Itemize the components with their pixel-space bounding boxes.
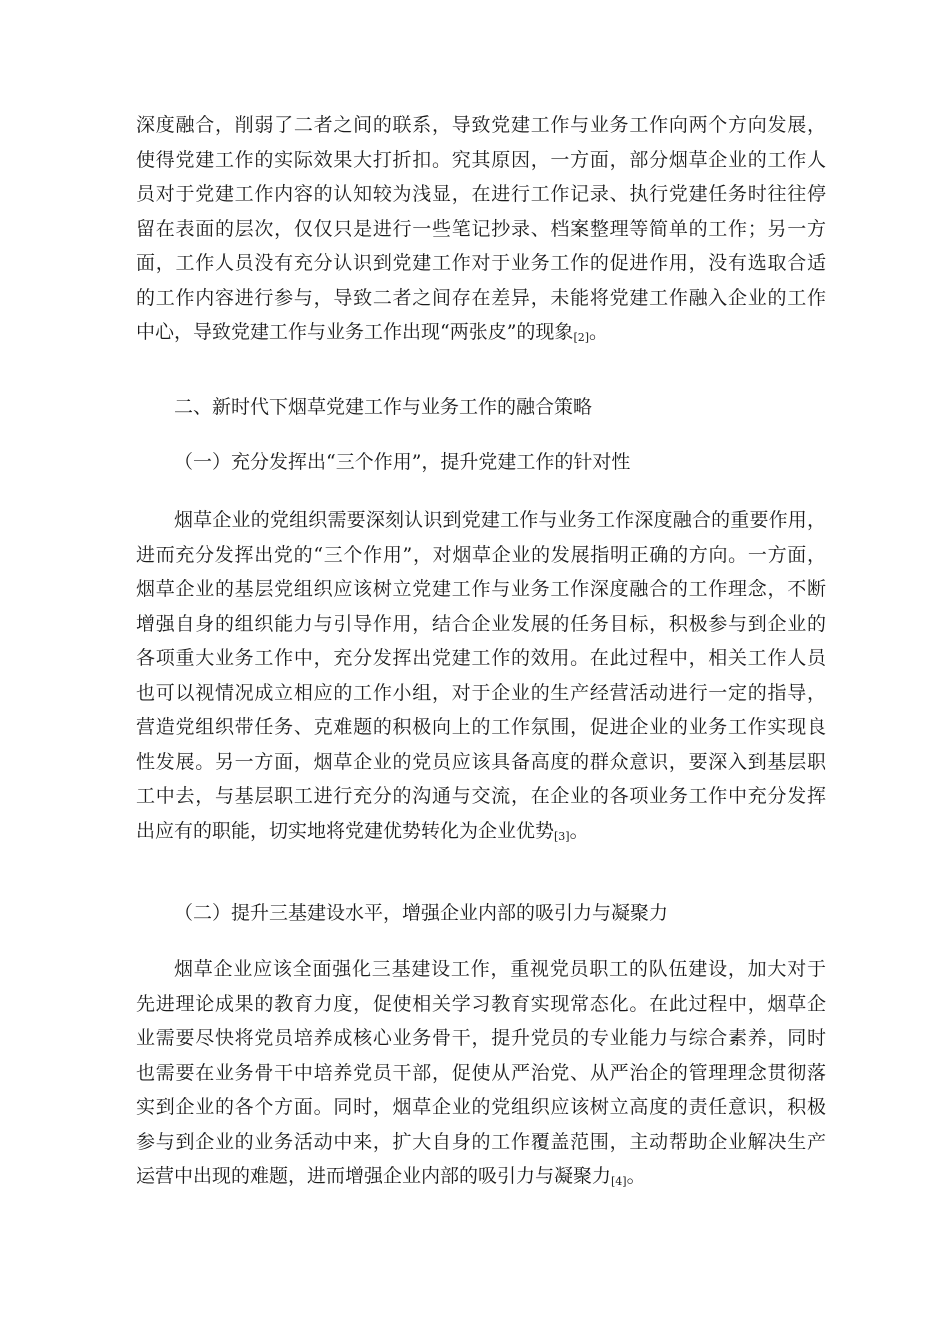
citation-reference: [4]	[611, 1175, 627, 1188]
subsection-heading-1: （一）充分发挥出“三个作用”，提升党建工作的针对性	[174, 451, 631, 473]
paragraph-line: 烟草企业的基层党组织应该树立党建工作与业务工作深度融合的工作理念，不断	[136, 578, 826, 600]
citation-reference: [2]	[573, 331, 590, 344]
paragraph-line: 各项重大业务工作中，充分发挥出党建工作的效用。在此过程中，相关工作人员	[136, 647, 826, 669]
paragraph-last-line	[136, 1159, 826, 1194]
paragraph-line: 参与到企业的业务活动中来，扩大自身的工作覆盖范围，主动帮助企业解决生产	[136, 1130, 826, 1153]
paragraph-line: 的工作内容进行参与，导致二者之间存在差异，未能将党建工作融入企业的工作	[136, 286, 826, 309]
paragraph-line: 性发展。另一方面，烟草企业的党员应该具备高度的群众意识，要深入到基层职	[136, 750, 826, 773]
paragraph-line: 营造党组织带任务、克难题的积极向上的工作氛围，促进企业的业务工作实现良	[136, 716, 826, 738]
paragraph-line: 面，工作人员没有充分认识到党建工作对于业务工作的促进作用，没有选取合适	[136, 252, 826, 274]
paragraph-line: 进而充分发挥出党的“三个作用”，对烟草企业的发展指明正确的方向。一方面，	[136, 543, 826, 566]
paragraph-line: 业需要尽快将党员培养成核心业务骨干，提升党员的专业能力与综合素养，同时	[136, 1027, 826, 1049]
paragraph-line: 工中去，与基层职工进行充分的沟通与交流，在企业的各项业务工作中充分发挥	[136, 785, 826, 807]
paragraph-1	[136, 108, 826, 350]
subsection-heading-2: （二）提升三基建设水平，增强企业内部的吸引力与凝聚力	[174, 902, 669, 924]
citation-reference: [3]	[554, 829, 570, 843]
paragraph-2	[136, 503, 826, 848]
section-heading: 二、新时代下烟草党建工作与业务工作的融合策略	[174, 396, 593, 418]
paragraph-line: 增强自身的组织能力与引导作用，结合企业发展的任务目标，积极参与到企业的	[136, 612, 826, 635]
paragraph-tail: 。	[589, 321, 609, 343]
paragraph-last-line	[136, 814, 826, 849]
paragraph-text: 出应有的职能，切实地将党建优势转化为企业优势	[136, 819, 555, 842]
paragraph-line: 留在表面的层次，仅仅只是进行一些笔记抄录、档案整理等简单的工作；另一方	[136, 217, 826, 240]
paragraph-text: 运营中出现的难题，进而增强企业内部的吸引力与凝聚力	[136, 1165, 612, 1187]
paragraph-line: 也可以视情况成立相应的工作小组，对于企业的生产经营活动进行一定的指导，	[136, 681, 826, 704]
paragraph-first-line: 烟草企业的党组织需要深刻认识到党建工作与业务工作深度融合的重要作用，	[174, 509, 826, 531]
paragraph-tail: 。	[626, 1165, 646, 1187]
paragraph-tail: 。	[569, 819, 589, 842]
paragraph-3	[136, 952, 826, 1194]
paragraph-first-line: 烟草企业应该全面强化三基建设工作，重视党员职工的队伍建设，加大对于	[174, 958, 826, 980]
paragraph-line: 先进理论成果的教育力度，促使相关学习教育实现常态化。在此过程中，烟草企	[136, 992, 826, 1015]
paragraph-line: 员对于党建工作内容的认知较为浅显，在进行工作记录、执行党建任务时往往停	[136, 183, 826, 205]
paragraph-text: 中心，导致党建工作与业务工作出现“两张皮”的现象	[136, 321, 574, 343]
paragraph-line: 使得党建工作的实际效果大打折扣。究其原因，一方面，部分烟草企业的工作人	[136, 148, 826, 171]
paragraph-line: 也需要在业务骨干中培养党员干部，促使从严治党、从严治企的管理理念贯彻落	[136, 1061, 826, 1084]
paragraph-last-line	[136, 315, 826, 350]
paragraph-line: 实到企业的各个方面。同时，烟草企业的党组织应该树立高度的责任意识，积极	[136, 1096, 826, 1118]
paragraph-line: 深度融合，削弱了二者之间的联系，导致党建工作与业务工作向两个方向发展，	[136, 114, 826, 136]
